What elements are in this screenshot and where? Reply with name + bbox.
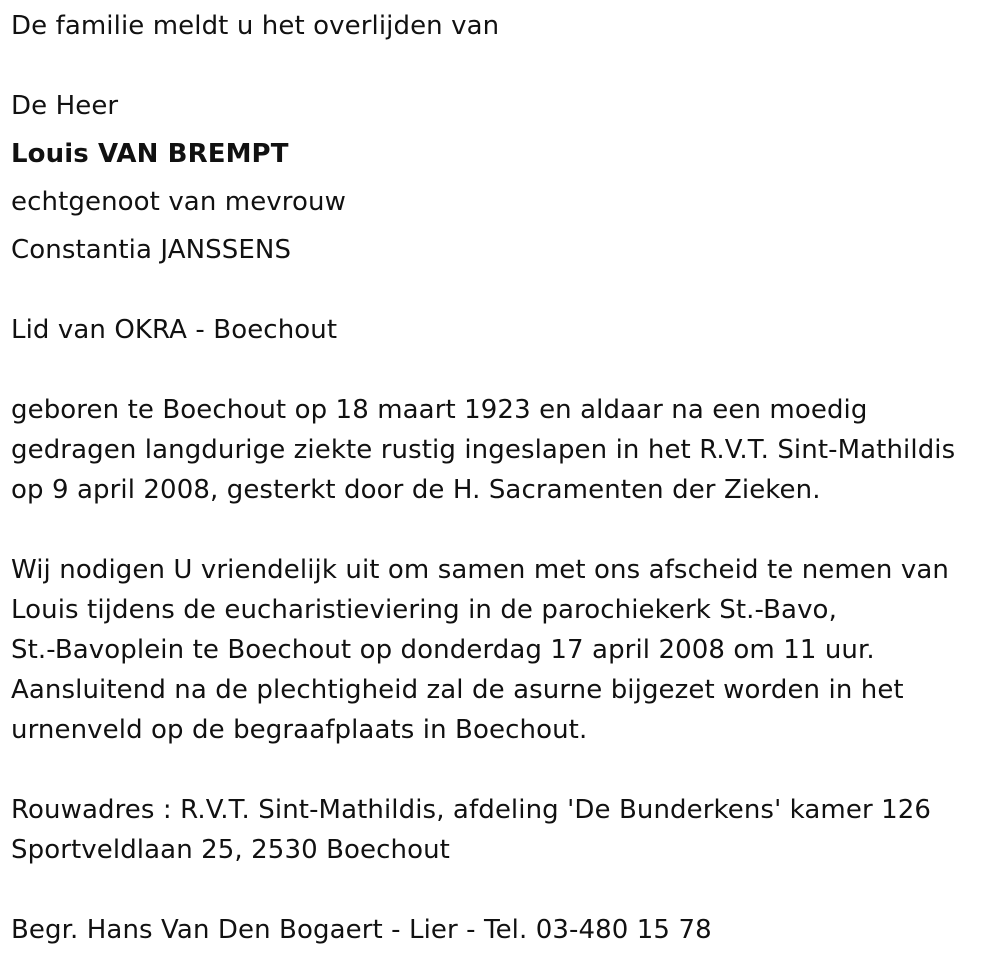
deceased-name: Louis VAN BREMPT: [11, 139, 289, 169]
intro-text: De familie meldt u het overlijden van: [11, 11, 500, 41]
biography-line: op 9 april 2008, gesterkt door de H. Sacramenten der Zieken.: [11, 475, 821, 505]
funeral-director: Begr. Hans Van Den Bogaert - Lier - Tel. 03-480 15 78: [11, 915, 712, 945]
biography-line: gedragen langdurige ziekte rustig ingeslapen in het R.V.T. Sint-Mathildis: [11, 435, 956, 465]
invitation-line: urnenveld op de begraafplaats in Boechout.: [11, 715, 588, 745]
spouse-label: echtgenoot van mevrouw: [11, 187, 346, 217]
invitation-line: Wij nodigen U vriendelijk uit om samen met ons afscheid te nemen van: [11, 555, 949, 585]
honorific: De Heer: [11, 91, 119, 121]
invitation-line: Louis tijdens de eucharistieviering in de parochiekerk St.-Bavo,: [11, 595, 837, 625]
invitation-line: St.-Bavoplein te Boechout op donderdag 17 april 2008 om 11 uur.: [11, 635, 875, 665]
membership-text: Lid van OKRA - Boechout: [11, 315, 338, 345]
invitation-line: Aansluitend na de plechtigheid zal de asurne bijgezet worden in het: [11, 675, 904, 705]
biography-line: geboren te Boechout op 18 maart 1923 en aldaar na een moedig: [11, 395, 868, 425]
address-line: Sportveldlaan 25, 2530 Boechout: [11, 835, 450, 865]
address-line: Rouwadres : R.V.T. Sint-Mathildis, afdeling 'De Bunderkens' kamer 126: [11, 795, 932, 825]
spouse-name: Constantia JANSSENS: [11, 235, 292, 265]
